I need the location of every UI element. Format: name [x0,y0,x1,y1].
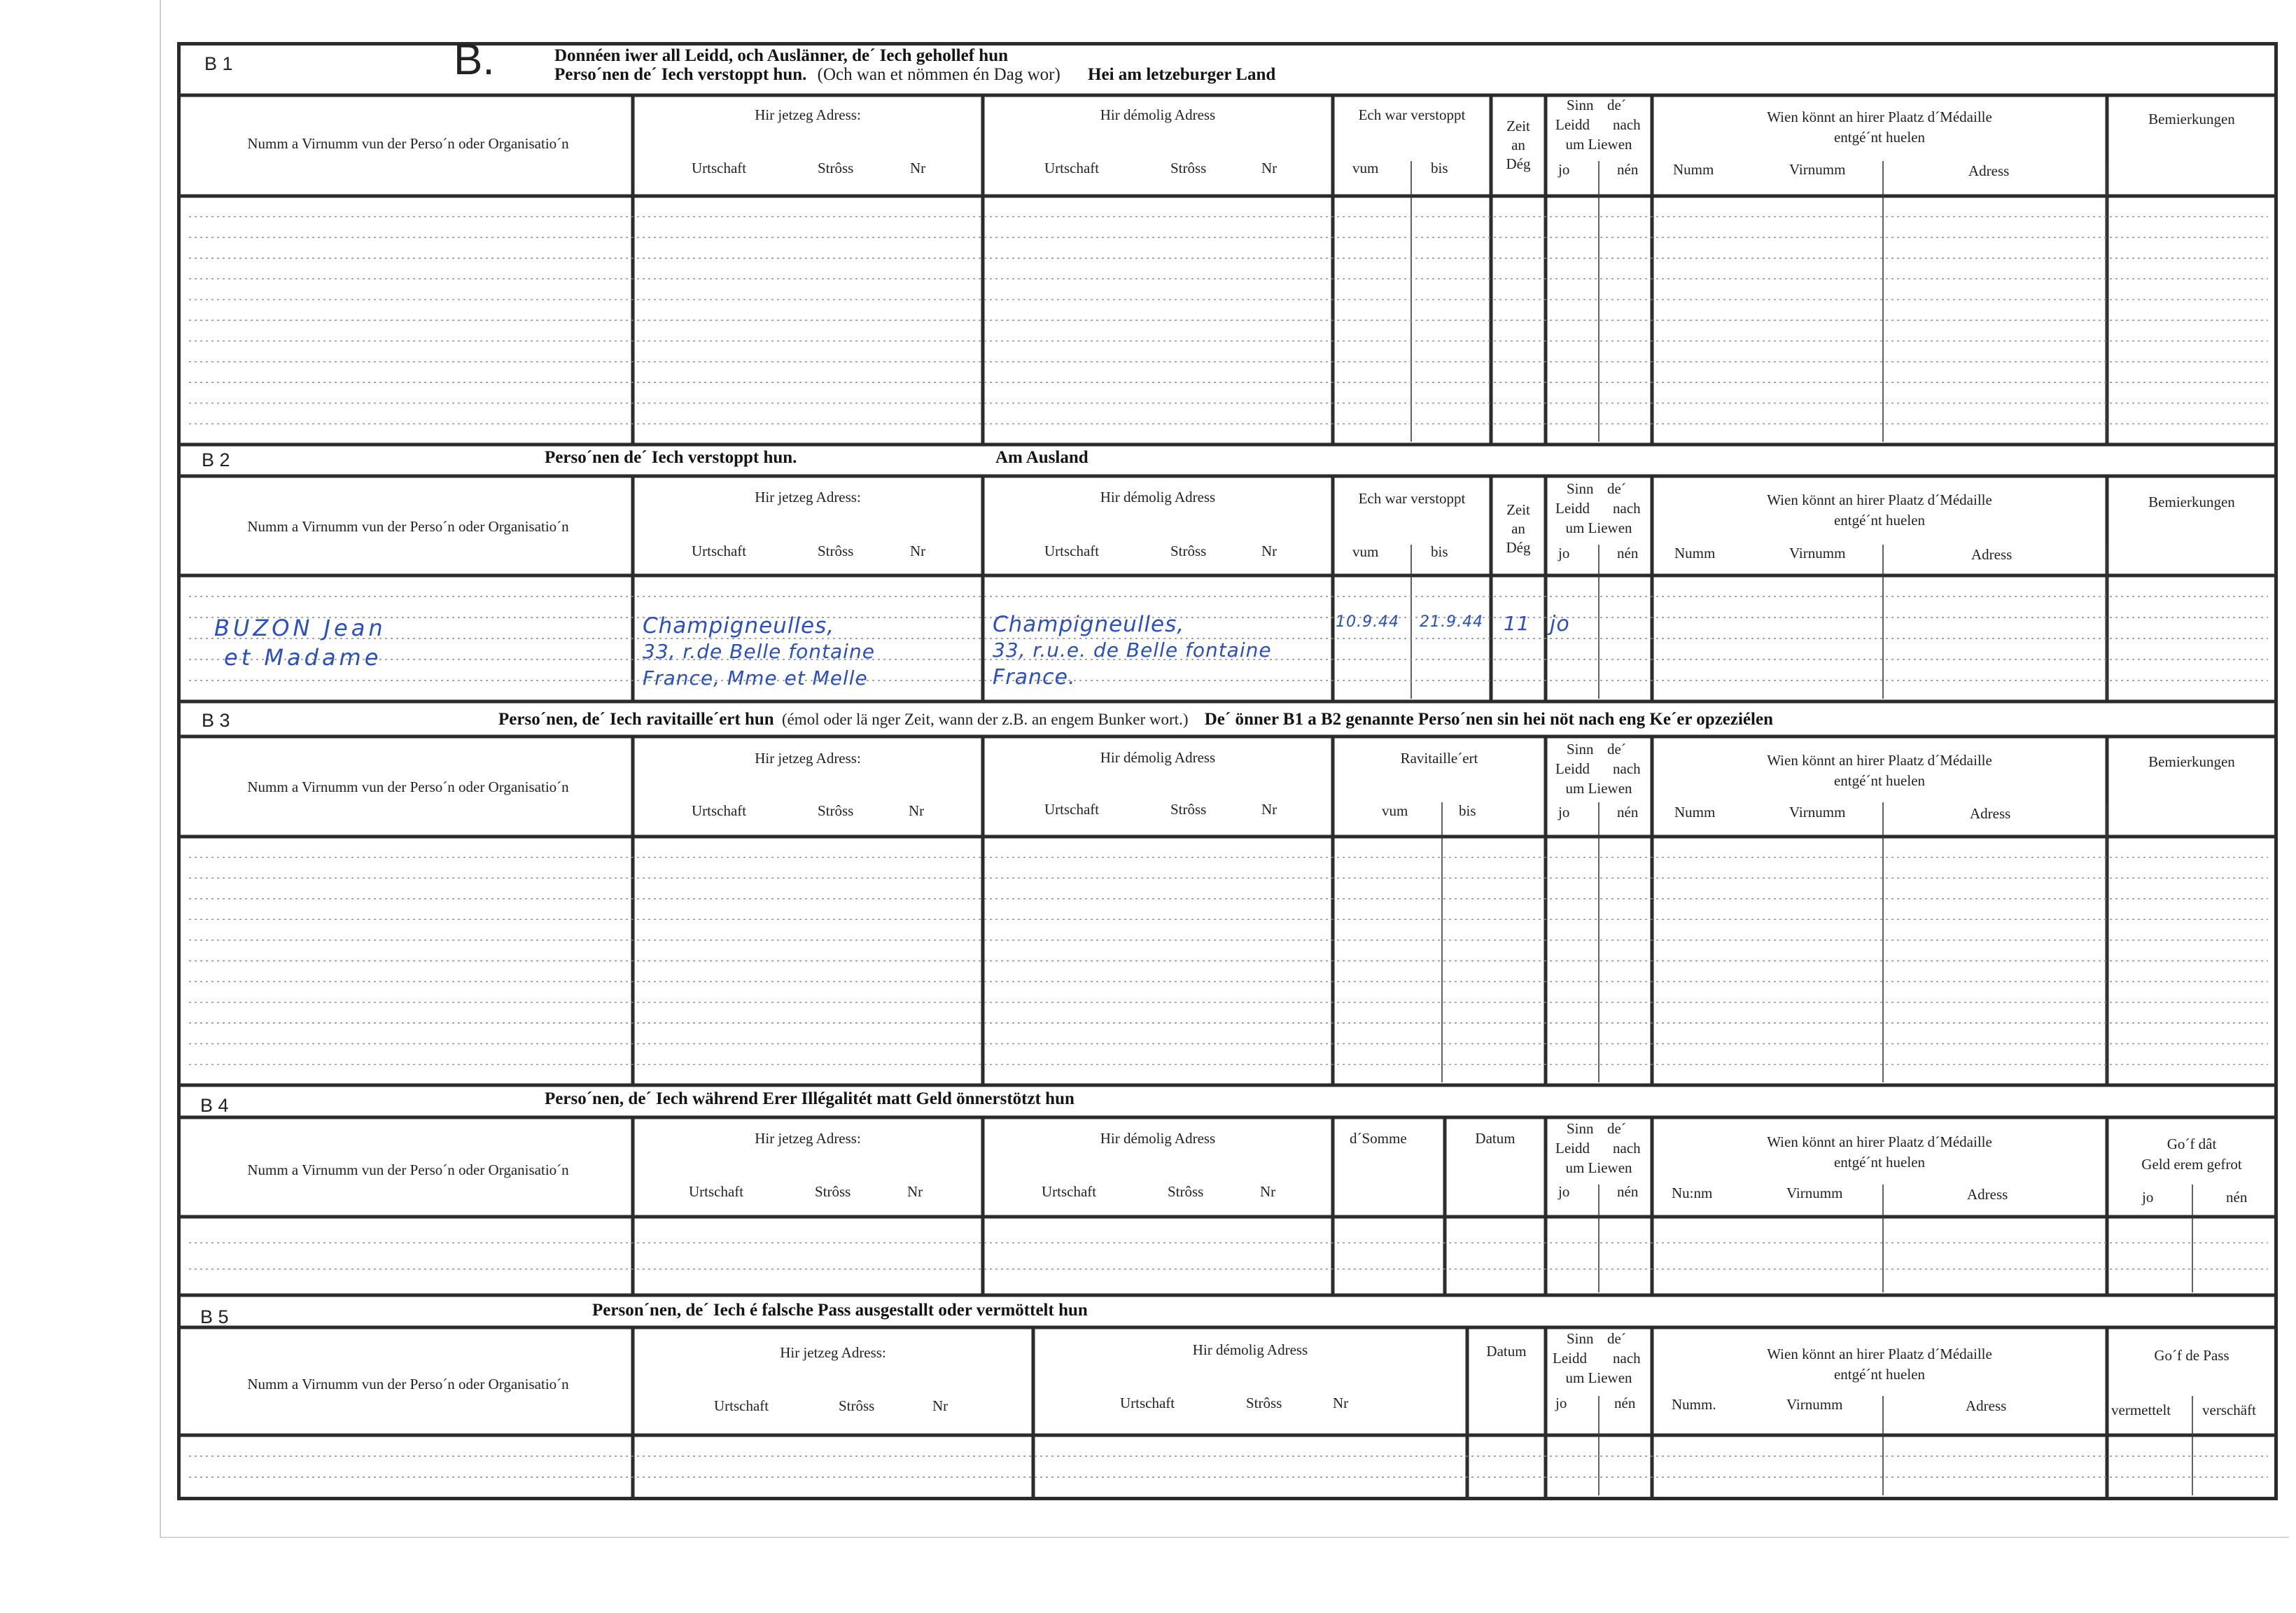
b3-header-medal-1: Wien könnt an hirer Plaatz d´Médaille [1767,752,1992,769]
b4-header-alive-1: Sinn [1567,1120,1594,1137]
b1-header-stross: Strôss [818,160,854,176]
b5-header-alive-5: um Liewen [1565,1369,1632,1386]
b2-header-alive-5: um Liewen [1565,519,1632,536]
b3-header-former-urtschaft: Urtschaft [1044,801,1100,818]
b3-header-medal-2: entgé´nt huelen [1833,772,1926,789]
b2-header-name: Numm a Virnumm vun der Perso´n oder Organisatio´n [247,518,569,535]
b2-entry-current-line3: France, Mme et Melle [643,666,868,690]
b3-title [498,710,1773,730]
b3-header-alive-4: nach [1613,760,1641,777]
b2-header-medal-2: entgé´nt huelen [1833,512,1926,529]
b3-header-nen: nén [1617,804,1639,821]
b1-title-main: Perso´nen de´ Iech verstoppt hun. [554,65,807,84]
b4-header-current-address: Hir jetzeg Adress: [755,1130,861,1147]
b4-header-former-nr: Nr [1260,1183,1276,1200]
b1-header-medal-2: entgé´nt huelen [1833,129,1926,146]
b3-header-name: Numm a Virnumm vun der Perso´n oder Organisatio´n [247,778,569,795]
b2-header-nen: nén [1617,545,1639,561]
b4-header-former-address: Hir démolig Adress [1100,1130,1216,1147]
b4-header-alive-4: nach [1613,1140,1641,1157]
b5-header-current-address: Hir jetzeg Adress: [780,1344,886,1361]
b2-title: Perso´nen de´ Iech verstoppt hun. [545,448,797,467]
b2-header-stross: Strôss [818,543,854,559]
b3-header-former-address: Hir démolig Adress [1100,749,1216,766]
b1-title-paren: (Och wan et nömmen én Dag wor) [817,65,1060,84]
b5-header-medal-1: Wien könnt an hirer Plaatz d´Médaille [1767,1346,1992,1362]
b2-entry-former-line2: 33, r.u.e. de Belle fontaine [993,638,1272,662]
b1-header-former-urtschaft: Urtschaft [1044,160,1100,176]
b5-header-virnumm: Virnumm [1786,1396,1843,1413]
b2-header-alive-3: Leidd [1555,500,1590,517]
b4-header-adress: Adress [1967,1186,2008,1203]
b1-header-alive-5: um Liewen [1565,136,1632,153]
b2-header-medal-1: Wien könnt an hirer Plaatz d´Médaille [1767,491,1992,508]
b3-header-vum: vum [1382,802,1408,819]
b5-title: Person´nen, de´ Iech é falsche Pass ausgestallt oder vermöttelt hun [592,1301,1088,1320]
b3-header-ravitailleert: Ravitaille´ert [1400,750,1478,767]
b3-header-alive-1: Sinn [1567,741,1594,757]
b1-header-vum: vum [1352,160,1379,176]
b4-header-alive-3: Leidd [1555,1140,1590,1157]
b2-header-days-1: Zeit [1506,501,1530,518]
b4-header-virnumm: Virnumm [1786,1185,1843,1201]
b3-header-jo: jo [1558,804,1570,821]
b1-header-bis: bis [1431,160,1448,176]
b2-header-vum: vum [1352,543,1379,560]
b4-header-jo: jo [1558,1183,1570,1200]
b2-entry-former-line3: France. [993,665,1076,690]
b5-header-verschaft: verschäft [2202,1402,2256,1418]
b3-header-former-nr: Nr [1261,801,1278,818]
b2-entry-vum: 10.9.44 [1336,613,1399,631]
b2-place: Am Ausland [995,448,1088,467]
b4-header-urtschaft: Urtschaft [689,1183,744,1200]
b1-header-name: Numm a Virnumm vun der Perso´n oder Organisatio´n [247,135,569,152]
b2-entry-former-line1: Champigneulles, [993,612,1185,637]
b2-header-remarks: Bemierkungen [2148,494,2235,510]
b4-header-gof-1: Go´f dât [2166,1136,2217,1152]
b1-header-current-address: Hir jetzeg Adress: [755,106,861,123]
b5-header-adress: Adress [1966,1397,2007,1414]
b4-header-numm: Nu:nm [1672,1185,1713,1201]
b5-header-nen: nén [1614,1395,1636,1411]
b2-header-jo: jo [1558,545,1570,561]
b4-header-somme: d´Somme [1350,1130,1407,1147]
b5-code: B 5 [200,1306,229,1327]
b4-code: B 4 [200,1095,229,1116]
b5-header-stross: Strôss [839,1397,875,1414]
b2-entry-name-line2: et Madame [224,644,382,671]
b5-header-gof-pass: Go´f de Pass [2154,1347,2230,1364]
b2-header-alive-2: de´ [1607,480,1626,497]
b5-header-medal-2: entgé´nt huelen [1833,1366,1926,1383]
b5-header-alive-4: nach [1613,1350,1641,1367]
b5-header-former-stross: Strôss [1246,1395,1282,1411]
b2-header-current-address: Hir jetzeg Adress: [755,489,861,505]
b1-header-alive-3: Leidd [1555,116,1590,133]
b2-header-hidden: Ech war verstoppt [1358,490,1466,507]
b3-header-alive-5: um Liewen [1565,780,1632,797]
b2-header-urtschaft: Urtschaft [692,543,747,559]
b4-header-name: Numm a Virnumm vun der Perso´n oder Organisatio´n [247,1161,569,1178]
b5-header-nr: Nr [932,1397,948,1414]
b2-header-days-2: an [1511,520,1525,537]
b1-header-alive-1: Sinn [1567,97,1594,113]
b2-header-former-stross: Strôss [1170,543,1207,559]
b2-entry-bis: 21.9.44 [1420,613,1483,631]
b5-header-alive-1: Sinn [1567,1330,1594,1347]
b2-header-former-address: Hir démolig Adress [1100,489,1216,505]
b1-header-hidden: Ech war verstoppt [1358,106,1466,123]
b1-header-numm: Numm [1673,161,1714,178]
b1-header-virnumm: Virnumm [1789,161,1846,178]
b2-header-adress: Adress [1971,546,2012,563]
b5-header-former-address: Hir démolig Adress [1192,1341,1308,1358]
b2-header-numm: Numm [1674,545,1716,561]
b1-header-days-1: Zeit [1506,118,1530,134]
b2-header-bis: bis [1431,543,1448,560]
b5-header-alive-3: Leidd [1553,1350,1587,1367]
b4-header-alive-5: um Liewen [1565,1159,1632,1176]
b1-header-alive-4: nach [1613,116,1641,133]
b1-code: B 1 [204,53,233,74]
b3-header-adress: Adress [1970,805,2011,822]
b1-title-place: Hei am letzeburger Land [1088,65,1276,84]
b3-title-note: De´ önner B1 a B2 genannte Perso´nen sin hei nöt nach eng Ke´er opzeziélen [1204,710,1773,729]
b2-code: B 2 [202,449,230,470]
b4-header-nr: Nr [907,1183,923,1200]
b1-header-days-2: an [1511,137,1525,153]
b3-title-main: Perso´nen, de´ Iech ravitaille´ert hun [498,710,774,729]
b2-header-days-3: Dég [1506,539,1531,556]
b4-header-former-stross: Strôss [1168,1183,1204,1200]
b4-header-former-urtschaft: Urtschaft [1042,1183,1097,1200]
b4-header-gof-2: Geld erem gefrot [2141,1156,2242,1173]
b2-header-alive-1: Sinn [1567,480,1594,497]
b2-entry-name-line1: BUZON Jean [214,615,386,641]
b2-entry-current-line2: 33, r.de Belle fontaine [643,640,875,663]
b2-header-nr: Nr [910,543,926,559]
b3-header-stross: Strôss [818,802,854,819]
b3-header-urtschaft: Urtschaft [692,802,747,819]
b2-entry-days: 11 [1504,612,1530,635]
b2-entry-current-line1: Champigneulles, [643,613,835,638]
b1-header-nr: Nr [910,160,926,176]
b1-header-jo: jo [1558,161,1570,178]
b5-header-name: Numm a Virnumm vun der Perso´n oder Organisatio´n [247,1376,569,1392]
b5-header-former-urtschaft: Urtschaft [1120,1395,1175,1411]
b2-entry-alive-jo: jo [1550,612,1570,636]
b4-header-gof-jo: jo [2142,1189,2154,1206]
b3-header-bis: bis [1459,802,1476,819]
b4-header-medal-2: entgé´nt huelen [1833,1154,1926,1171]
b3-header-former-stross: Strôss [1170,801,1207,818]
b1-header-former-stross: Strôss [1170,160,1207,176]
b5-header-former-nr: Nr [1333,1395,1349,1411]
b1-header-former-address: Hir démolig Adress [1100,106,1216,123]
b2-header-former-urtschaft: Urtschaft [1044,543,1100,559]
b4-header-gof-nen: nén [2226,1189,2248,1206]
b1-header-adress: Adress [1968,162,2010,179]
b2-header-virnumm: Virnumm [1789,545,1846,561]
b5-header-alive-2: de´ [1607,1330,1626,1347]
b3-code: B 3 [202,710,230,731]
b4-header-medal-1: Wien könnt an hirer Plaatz d´Médaille [1767,1133,1992,1150]
b5-header-urtschaft: Urtschaft [714,1397,769,1414]
b1-header-alive-2: de´ [1607,97,1626,113]
b4-title: Perso´nen, de´ Iech während Erer Illégalitét matt Geld önnerstötzt hun [545,1089,1074,1108]
b3-title-paren: (émol oder lä nger Zeit, wann der z.B. an engem Bunker wort.) [781,711,1189,728]
b1-header-remarks: Bemierkungen [2148,111,2235,127]
b5-header-jo: jo [1555,1395,1567,1411]
b3-header-remarks: Bemierkungen [2148,753,2235,770]
b3-header-current-address: Hir jetzeg Adress: [755,750,861,767]
b5-header-datum: Datum [1486,1343,1527,1360]
b4-header-stross: Strôss [815,1183,851,1200]
b1-section-letter: B. [454,36,495,84]
b1-header-urtschaft: Urtschaft [692,160,747,176]
b3-header-alive-2: de´ [1607,741,1626,757]
b1-header-days-3: Dég [1506,155,1531,172]
b5-header-numm: Numm. [1672,1396,1716,1413]
b4-header-nen: nén [1617,1183,1639,1200]
b1-header-former-nr: Nr [1261,160,1278,176]
b3-header-alive-3: Leidd [1555,760,1590,777]
b4-header-datum: Datum [1475,1130,1516,1147]
b4-header-alive-2: de´ [1607,1120,1626,1137]
b1-title-line1: Donnéen iwer all Leidd, och Auslänner, de´ Iech gehollef hun [554,46,1008,65]
b1-header-medal-1: Wien könnt an hirer Plaatz d´Médaille [1767,109,1992,125]
b5-header-vermettelt: vermettelt [2111,1402,2171,1418]
b3-header-nr: Nr [909,802,925,819]
b3-header-virnumm: Virnumm [1789,804,1846,821]
b1-header-nen: nén [1617,161,1639,178]
b1-title-line2 [554,65,1275,85]
b2-header-former-nr: Nr [1261,543,1278,559]
b3-header-numm: Numm [1674,804,1716,821]
b2-header-alive-4: nach [1613,500,1641,517]
